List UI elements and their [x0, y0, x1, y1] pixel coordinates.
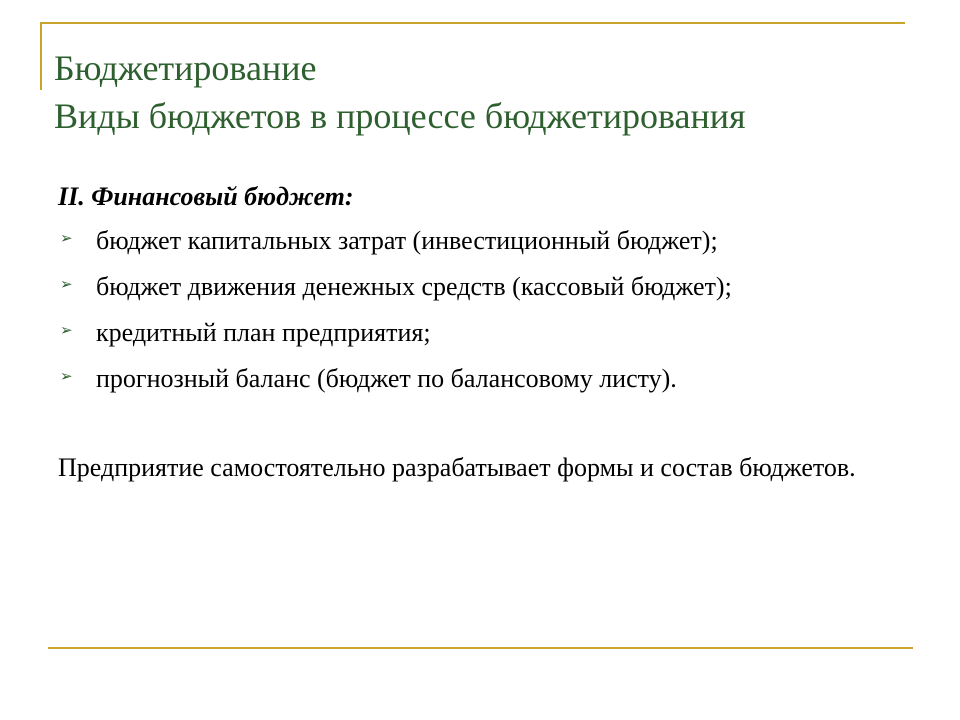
arrowhead-bullet-icon: ➢ — [60, 275, 73, 293]
arrowhead-bullet-icon: ➢ — [60, 367, 73, 385]
bottom-decorative-rule — [48, 647, 913, 649]
section-heading: II. Финансовый бюджет: — [58, 182, 354, 211]
left-decorative-rule — [40, 22, 42, 90]
list-item — [58, 356, 918, 402]
bullet-list — [58, 218, 918, 402]
slide-title-line-2: Виды бюджетов в процессе бюджетирования — [54, 96, 746, 136]
slide-title-line-1: Бюджетирование — [54, 48, 317, 88]
top-decorative-rule — [40, 22, 905, 24]
arrowhead-bullet-icon: ➢ — [60, 229, 73, 247]
list-item-label: бюджет движения денежных средств (кассовый бюджет); — [96, 272, 732, 301]
arrowhead-bullet-icon: ➢ — [60, 321, 73, 339]
list-item — [58, 264, 918, 310]
list-item-label: прогнозный баланс (бюджет по балансовому листу). — [96, 364, 677, 393]
slide-content — [58, 176, 918, 488]
list-item-label: бюджет капитальных затрат (инвестиционный бюджет); — [96, 226, 718, 255]
list-item — [58, 218, 918, 264]
list-item — [58, 310, 918, 356]
summary-paragraph: Предприятие самостоятельно разрабатывает формы и состав бюджетов. — [58, 453, 856, 482]
list-item-label: кредитный план предприятия; — [96, 318, 431, 347]
slide-title — [54, 44, 746, 140]
